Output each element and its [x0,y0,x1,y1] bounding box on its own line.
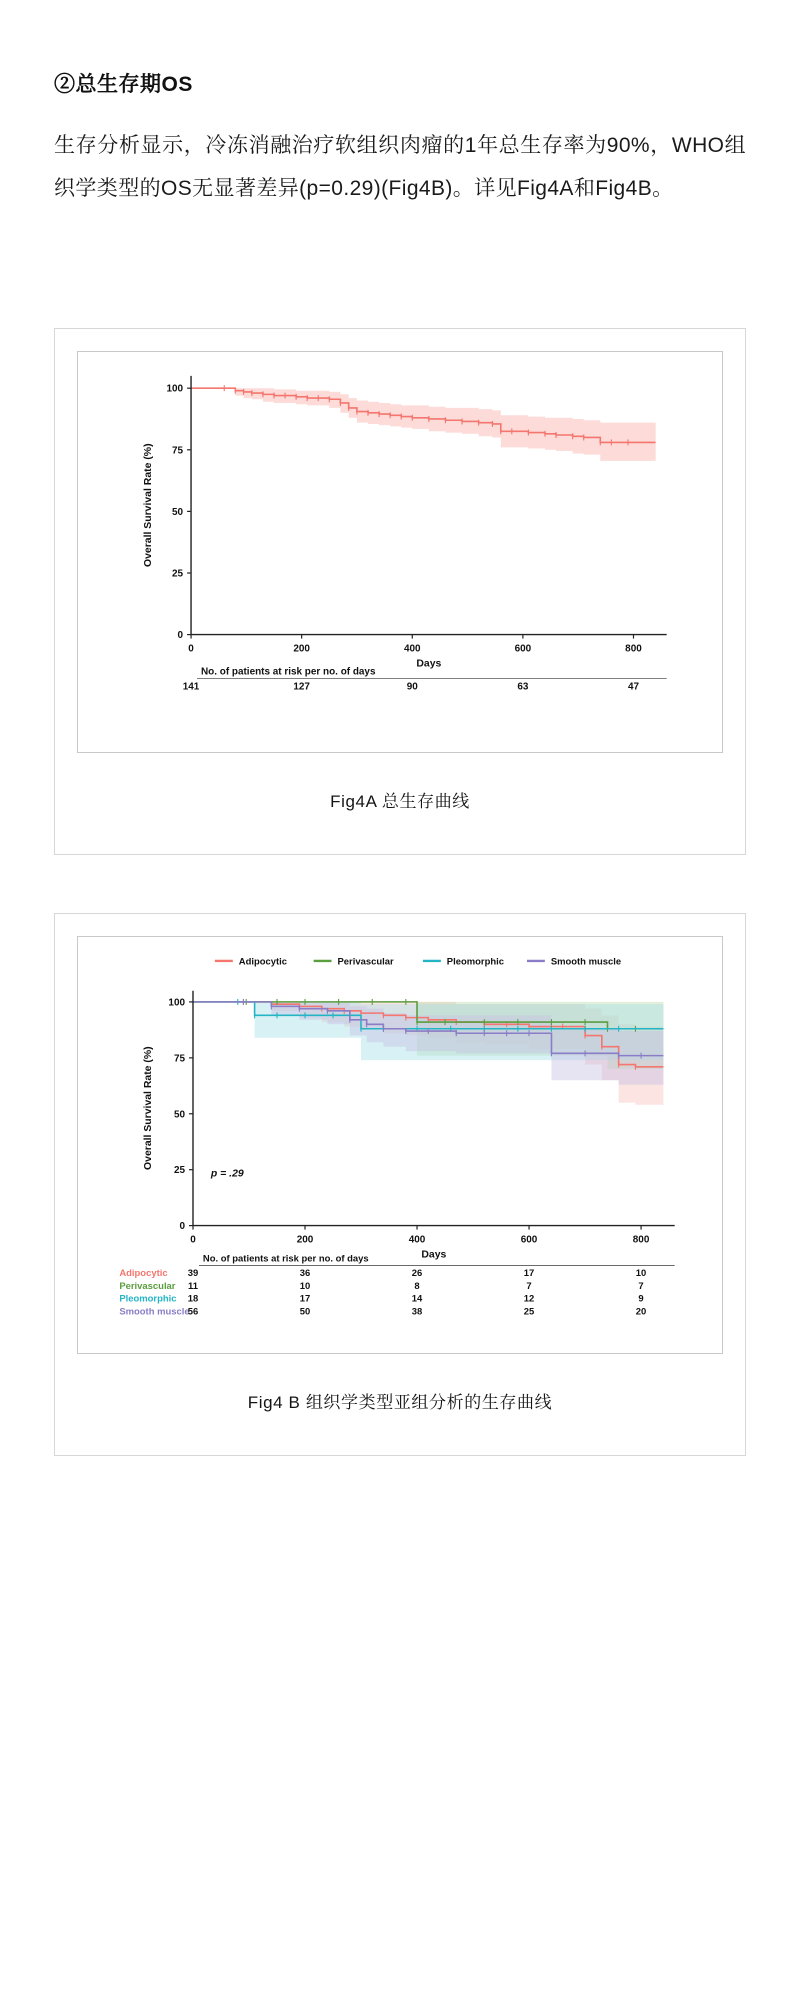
body-paragraph: 生存分析显示，冷冻消融治疗软组织肉瘤的1年总生存率为90%，WHO组织学类型的OS无显著差异(p=0.29)(Fig4B)。详见Fig4A和Fig4B。 [54,134,746,201]
figure-card-fig4a [54,328,746,855]
svg-text:Overall Survival Rate (%): Overall Survival Rate (%) [143,443,155,568]
svg-text:Days: Days [421,1249,447,1261]
svg-text:800: 800 [625,643,642,655]
page-title: ②总生存期OS [54,73,193,96]
svg-text:Adipocytic: Adipocytic [119,1267,168,1279]
svg-text:Days: Days [416,658,442,670]
svg-text:800: 800 [632,1234,650,1246]
svg-text:12: 12 [523,1293,535,1305]
svg-text:50: 50 [173,1109,186,1121]
svg-text:400: 400 [408,1234,426,1246]
chart-fig4a [77,351,723,753]
figure-card-fig4b [54,913,746,1456]
svg-text:0: 0 [188,643,194,655]
svg-text:75: 75 [172,445,184,457]
svg-text:10: 10 [299,1280,311,1292]
svg-text:Overall Survival Rate (%): Overall Survival Rate (%) [143,1046,155,1171]
svg-text:11: 11 [188,1280,198,1292]
page [0,68,800,1456]
svg-text:p = .29: p = .29 [210,1168,244,1180]
svg-text:No. of patients at risk per no: No. of patients at risk per no. of days [200,666,376,678]
svg-text:Smooth muscle: Smooth muscle [550,956,622,968]
svg-text:63: 63 [517,681,529,693]
svg-text:200: 200 [296,1234,314,1246]
svg-text:39: 39 [187,1267,199,1279]
svg-text:25: 25 [172,568,184,580]
svg-text:Pleomorphic: Pleomorphic [119,1293,177,1305]
svg-text:400: 400 [403,643,421,655]
svg-text:0: 0 [190,1234,196,1246]
svg-text:7: 7 [526,1280,532,1292]
svg-text:26: 26 [411,1267,423,1279]
svg-text:No. of patients at risk per no: No. of patients at risk per no. of days [202,1253,369,1265]
svg-text:18: 18 [187,1293,199,1305]
svg-text:600: 600 [520,1234,538,1246]
svg-text:8: 8 [414,1280,420,1292]
svg-text:Adipocytic: Adipocytic [238,956,288,968]
svg-text:75: 75 [173,1053,186,1065]
svg-text:141: 141 [182,681,200,693]
svg-text:600: 600 [514,643,532,655]
svg-text:17: 17 [523,1267,535,1279]
svg-text:50: 50 [172,506,184,518]
svg-text:Perivascular: Perivascular [337,956,394,968]
svg-text:56: 56 [187,1306,199,1318]
svg-text:7: 7 [638,1280,644,1292]
svg-text:38: 38 [411,1306,423,1318]
survival-curve-subgroups [78,937,722,1353]
svg-text:90: 90 [406,681,418,693]
svg-text:25: 25 [173,1165,186,1177]
svg-text:14: 14 [411,1293,423,1305]
svg-text:Pleomorphic: Pleomorphic [446,956,504,968]
svg-text:36: 36 [299,1267,311,1279]
svg-text:47: 47 [627,681,640,693]
svg-text:200: 200 [293,643,310,655]
svg-text:25: 25 [523,1306,535,1318]
svg-text:100: 100 [168,997,186,1009]
figure-caption-fig4a: Fig4A 总生存曲线 [330,792,470,812]
svg-text:10: 10 [635,1267,647,1279]
figure-caption-fig4b: Fig4 B 组织学类型亚组分析的生存曲线 [247,1393,553,1413]
chart-fig4b [77,936,723,1354]
svg-text:100: 100 [166,383,184,395]
svg-text:127: 127 [293,681,310,693]
svg-text:Smooth muscle: Smooth muscle [119,1306,190,1318]
svg-text:20: 20 [635,1306,647,1318]
svg-text:17: 17 [299,1293,311,1305]
svg-text:0: 0 [177,630,184,642]
svg-text:50: 50 [299,1306,311,1318]
svg-text:Perivascular: Perivascular [119,1280,176,1292]
svg-text:0: 0 [179,1221,186,1233]
survival-curve-overall [78,352,722,752]
svg-text:9: 9 [638,1293,644,1305]
